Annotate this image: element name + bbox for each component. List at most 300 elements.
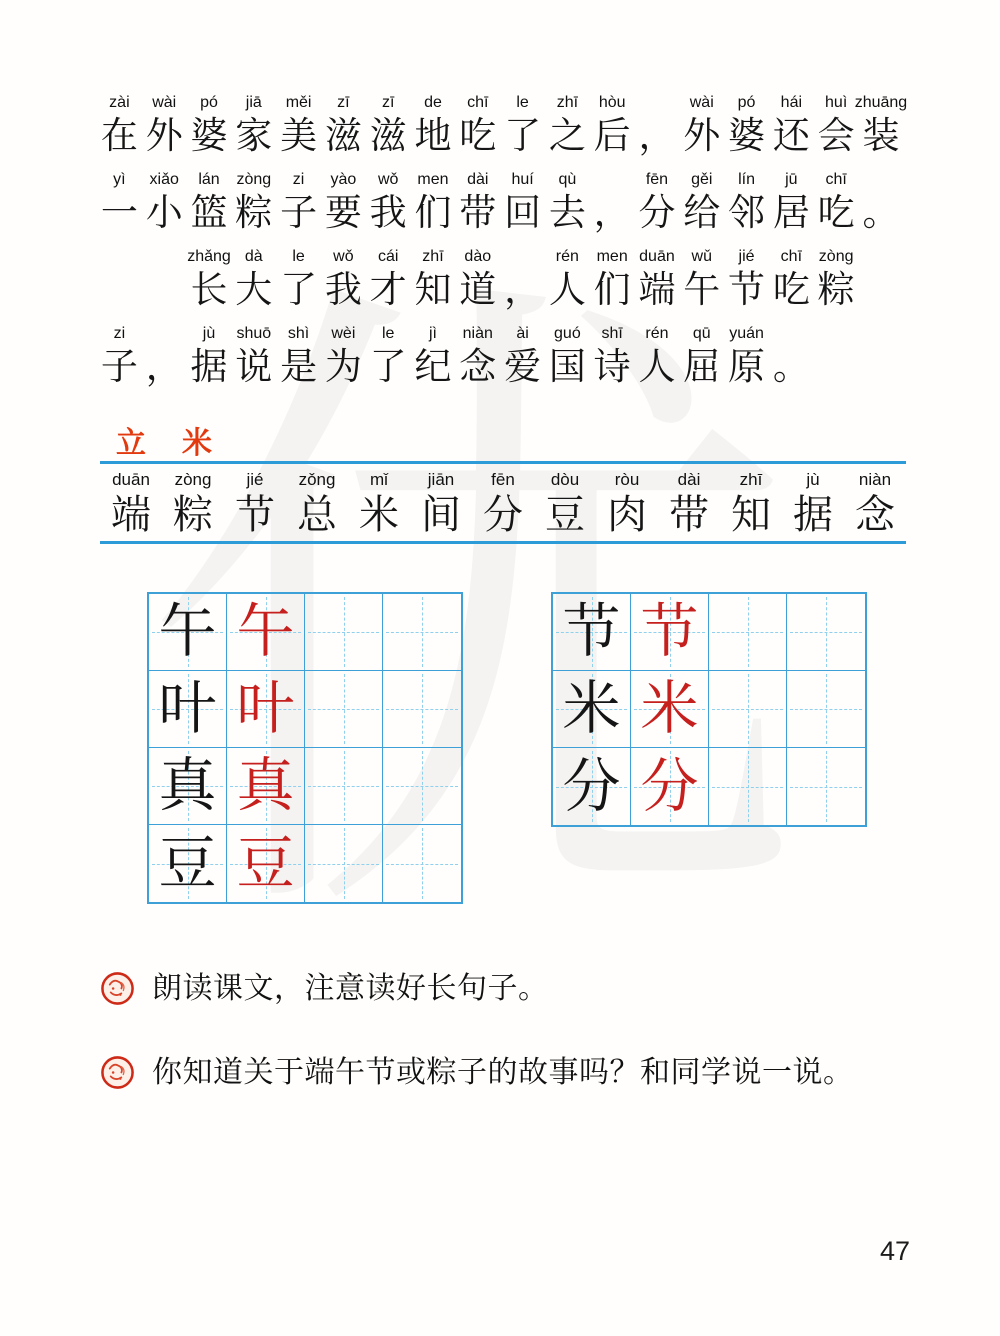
char-cell [545,323,590,400]
seal-stamp-icon [100,971,135,1006]
char-cell [545,246,590,323]
trace-hanzi: 分 [640,753,699,819]
char-cell [500,169,545,246]
radical-char: 米 [182,427,212,460]
pinyin-label: zhī [422,248,444,265]
new-word-cell [410,468,472,538]
new-word-cell [534,468,596,538]
hanzi-char: 美 [280,116,318,157]
char-cell [366,246,411,323]
pinyin-label: chī [467,94,489,111]
char-cell [321,246,366,323]
pinyin-label: shuō [236,325,272,342]
pinyin-label: rén [645,325,669,342]
hanzi-char: 知 [414,270,452,311]
char-cell [590,169,635,246]
hanzi-char: 说 [235,347,273,388]
hanzi-char: 长 [190,270,228,311]
practice-cell-empty [787,594,865,671]
trace-hanzi: 真 [236,753,295,818]
pinyin-label: wǒ [377,171,399,188]
hanzi-char: 端 [638,270,676,311]
pinyin-label: dài [677,470,701,489]
trace-hanzi: 午 [236,599,295,664]
model-hanzi: 豆 [158,830,217,896]
char-cell [635,169,680,246]
new-radicals [116,427,212,461]
char-cell [276,92,321,169]
pinyin-label: men [417,171,449,188]
char-cell [97,323,142,400]
hanzi-char: 才 [369,270,407,311]
hanzi-char: 总 [297,492,337,537]
pinyin-label: lán [198,171,220,188]
trace-hanzi: 节 [640,599,699,664]
pinyin-label: jiān [427,470,455,489]
hanzi-char: 纪 [414,347,452,388]
char-cell [366,323,411,400]
hanzi-char: ， [593,193,631,234]
practice-cell-model [553,594,631,671]
hanzi-char: 我 [369,193,407,234]
pinyin-label: zhī [739,470,763,489]
practice-cell-model [149,748,227,825]
pinyin-label: yuán [729,325,764,342]
hanzi-char: 分 [483,492,523,537]
char-cell [769,169,814,246]
hanzi-char: 为 [324,347,362,388]
char-cell [97,92,142,169]
exercise-list [100,969,910,1137]
exercise-item [100,969,910,1009]
char-cell [769,92,814,169]
hanzi-char: 间 [421,492,461,537]
pinyin-label: le [292,248,305,265]
hanzi-char: 后 [593,116,631,157]
char-cell [97,246,142,323]
pinyin-label: ròu [614,470,640,489]
char-cell [187,92,232,169]
text-line [97,92,907,169]
pinyin-label: zhuāng [854,94,908,111]
practice-cell-empty [383,671,461,748]
char-cell [724,169,769,246]
char-cell [769,323,814,400]
char-cell [411,323,456,400]
practice-cell-empty [709,671,787,748]
pinyin-label: huí [511,171,534,188]
char-cell [500,246,545,323]
hanzi-char: 粽 [173,492,213,537]
pinyin-label: huì [825,94,848,111]
hanzi-char: 吃 [772,270,810,311]
pinyin-label: rén [555,248,579,265]
hanzi-char: 滋 [369,116,407,157]
hanzi-char: 我 [324,270,362,311]
pinyin-label: zhī [556,94,579,111]
practice-cell-empty [383,825,461,902]
hanzi-char: 之 [548,116,586,157]
practice-cell-model [553,748,631,825]
hanzi-char: 们 [414,193,452,234]
pinyin-label: wài [689,94,714,111]
exercise-item [100,1053,910,1093]
hanzi-char: 子 [280,193,318,234]
new-word-cell [472,468,534,538]
pinyin-label: niàn [462,325,493,342]
hanzi-char: 屈 [683,347,721,388]
char-cell [366,169,411,246]
practice-cell-model [149,825,227,902]
hanzi-char: 滋 [324,116,362,157]
new-word-cell [100,468,162,538]
pinyin-label: le [516,94,529,111]
char-cell [276,246,321,323]
new-words-row [100,468,906,538]
pinyin-label: fēn [645,171,669,188]
model-hanzi: 叶 [158,676,217,741]
char-cell [187,169,232,246]
pinyin-label: wǔ [691,248,712,265]
new-word-cell [720,468,782,538]
char-cell [679,92,724,169]
model-hanzi: 午 [158,599,217,664]
text-line [97,169,907,246]
hanzi-char: ， [145,347,183,388]
model-hanzi: 真 [158,753,217,818]
hanzi-char: 节 [235,492,275,537]
char-cell [142,323,187,400]
hanzi-char: 带 [459,193,497,234]
char-cell [814,169,859,246]
hanzi-char: 一 [100,193,138,234]
practice-cell-empty [709,594,787,671]
hanzi-char: 会 [817,116,855,157]
hanzi-char: 人 [548,270,586,311]
char-cell [97,169,142,246]
pinyin-label: qù [558,171,577,188]
char-cell [366,92,411,169]
hanzi-char: 据 [793,492,833,537]
pinyin-label: men [596,248,628,265]
hanzi-char: 。 [772,347,810,388]
hanzi-char [146,268,183,314]
pinyin-label: lín [738,171,755,188]
char-cell [590,246,635,323]
hanzi-char: 米 [359,492,399,537]
pinyin-label: zǒng [298,470,336,489]
pinyin-label: chī [825,171,847,188]
hanzi-char: 在 [100,116,138,157]
pinyin-label: niàn [858,470,892,489]
new-word-cell [844,468,906,538]
pinyin-label: duān [639,248,675,265]
pinyin-label: pó [737,94,756,111]
char-cell [142,92,187,169]
practice-cell-empty [305,671,383,748]
char-cell [724,92,769,169]
new-word-cell [348,468,410,538]
radical-char: 立 [116,427,146,460]
hanzi-char: 地 [414,116,452,157]
pinyin-label: jié [246,470,264,489]
practice-cell-trace [631,594,709,671]
text-line [97,323,907,400]
hanzi-char: 居 [772,193,810,234]
char-cell [231,246,276,323]
hanzi-char: 诗 [593,347,631,388]
hanzi-char: 粽 [235,193,273,234]
pinyin-label: yì [113,171,126,188]
hanzi-char: 念 [855,492,895,537]
practice-cell-trace [227,671,305,748]
trace-hanzi: 米 [640,676,699,741]
hanzi-char: 还 [772,116,810,157]
practice-cell-empty [787,671,865,748]
pinyin-label: zòng [818,248,854,265]
hanzi-char: 外 [683,116,721,157]
hanzi-char: 小 [145,193,183,234]
char-cell [590,92,635,169]
pinyin-label: cái [377,248,399,265]
char-cell [724,246,769,323]
char-cell [769,246,814,323]
char-cell [455,92,500,169]
hanzi-char: 节 [728,270,766,311]
hanzi-char: ， [638,116,676,157]
practice-cell-empty [383,594,461,671]
pinyin-label: wèi [331,325,356,342]
char-cell [321,169,366,246]
practice-cell-trace [227,825,305,902]
char-cell [321,92,366,169]
pinyin-label: de [424,94,442,111]
exercise-text: 你知道关于端午节或粽子的故事吗？和同学说一说。 [152,1056,854,1089]
hanzi-char: 分 [638,193,676,234]
exercise-text: 朗读课文，注意读好长句子。 [152,972,549,1005]
char-cell [814,246,859,323]
pinyin-label: jù [202,325,216,342]
practice-cell-model [149,594,227,671]
char-cell [590,323,635,400]
new-word-cell [224,468,286,538]
char-cell [854,92,908,169]
divider-rule-bottom [100,541,906,544]
seal-stamp-icon [100,1055,135,1090]
hanzi-char: 吃 [817,193,855,234]
char-cell [142,169,187,246]
practice-cell-trace [227,594,305,671]
pinyin-label: ài [516,325,529,342]
hanzi-char: 午 [683,270,721,311]
char-cell [411,92,456,169]
hanzi-char: 念 [459,347,497,388]
new-word-cell [162,468,224,538]
char-cell [187,323,232,400]
pinyin-label: wài [152,94,177,111]
page-number: 47 [880,1236,911,1266]
pinyin-label: dào [464,248,492,265]
char-cell [321,323,366,400]
pinyin-label: zī [337,94,350,111]
pinyin-label: shī [601,325,623,342]
hanzi-char: 婆 [190,116,228,157]
hanzi-char: 是 [280,347,318,388]
hanzi-char: 知 [731,492,771,537]
hanzi-char: 粽 [817,270,855,311]
text-line [97,246,907,323]
pinyin-label: gěi [691,171,713,188]
pinyin-label: jiā [245,94,262,111]
divider-rule-top [100,461,906,464]
char-cell [635,92,680,169]
practice-cell-empty [709,748,787,825]
pinyin-label: zài [109,94,130,111]
new-word-cell [782,468,844,538]
pinyin-label: jì [428,325,437,342]
pinyin-label: fēn [491,470,515,489]
writing-grid-left [147,592,463,904]
pinyin-label: zī [381,94,395,111]
char-cell [814,92,859,169]
trace-hanzi: 豆 [236,830,295,896]
hanzi-char: 们 [593,270,631,311]
practice-cell-trace [631,748,709,825]
hanzi-char: 回 [504,193,542,234]
practice-cell-model [149,671,227,748]
hanzi-char: 据 [190,347,228,388]
hanzi-char: 子 [100,347,138,388]
char-cell [276,169,321,246]
hanzi-char: 给 [683,193,721,234]
char-cell [455,169,500,246]
char-cell [635,323,680,400]
pinyin-label: zi [113,325,126,342]
writing-grid-right [551,592,867,827]
hanzi-char: 了 [280,270,318,311]
pinyin-label: jié [738,248,755,265]
hanzi-char: 爱 [504,347,542,388]
pinyin-label: hái [780,94,803,111]
practice-cell-trace [631,671,709,748]
hanzi-char: 吃 [459,116,497,157]
practice-cell-empty [383,748,461,825]
hanzi-char: 人 [638,347,676,388]
hanzi-char: 家 [235,116,273,157]
char-cell [679,169,724,246]
pinyin-label: měi [285,94,312,111]
hanzi-char: 婆 [728,116,766,157]
char-cell [545,92,590,169]
practice-cell-empty [305,748,383,825]
pinyin-label: wǒ [333,248,354,265]
practice-cell-model [553,671,631,748]
hanzi-char: 带 [669,492,709,537]
hanzi-char: 国 [548,347,586,388]
trace-hanzi: 叶 [236,676,295,741]
pinyin-label: xiǎo [149,171,179,188]
char-cell [276,323,321,400]
char-cell [411,169,456,246]
model-hanzi: 分 [562,753,621,819]
pinyin-label: zòng [236,171,272,188]
pinyin-label: pó [200,94,218,111]
hanzi-char: 邻 [728,193,766,234]
char-cell [545,169,590,246]
hanzi-char: 道 [459,270,497,311]
hanzi-char: 篮 [190,193,228,234]
pinyin-label: yào [330,171,357,188]
char-cell [724,323,769,400]
new-word-cell [286,468,348,538]
hanzi-char: ， [504,270,542,311]
hanzi-char: 装 [862,116,900,157]
char-cell [187,246,232,323]
hanzi-char: 。 [862,193,900,234]
char-cell [231,92,276,169]
hanzi-char: 了 [369,347,407,388]
pinyin-label: zi [292,171,305,188]
char-cell [455,246,500,323]
new-word-cell [596,468,658,538]
hanzi-char [101,268,138,314]
char-cell [679,323,724,400]
char-cell [231,169,276,246]
char-cell [635,246,680,323]
pinyin-label: qū [692,325,711,342]
new-word-cell [658,468,720,538]
pinyin-label: dài [467,171,489,188]
pinyin-label: duān [112,470,150,489]
char-cell [859,169,904,246]
pinyin-label: dòu [550,470,580,489]
hanzi-char: 原 [728,347,766,388]
hanzi-char: 端 [111,492,151,537]
pinyin-label: le [381,325,395,342]
char-cell [500,92,545,169]
hanzi-char: 外 [145,116,183,157]
char-cell [679,246,724,323]
pinyin-label: zòng [174,470,212,489]
model-hanzi: 节 [562,599,621,664]
lesson-text [97,92,907,400]
char-cell [500,323,545,400]
pinyin-label: jū [785,171,798,188]
practice-cell-empty [305,825,383,902]
practice-cell-empty [787,748,865,825]
char-cell [142,246,187,323]
pinyin-label: mǐ [370,470,388,489]
char-cell [231,323,276,400]
hanzi-char: 肉 [607,492,647,537]
practice-cell-trace [227,748,305,825]
practice-cell-empty [305,594,383,671]
char-cell [455,323,500,400]
char-cell [411,246,456,323]
pinyin-label: guó [554,325,581,342]
hanzi-char: 了 [504,116,542,157]
model-hanzi: 米 [562,676,621,741]
pinyin-label: jù [806,470,820,489]
pinyin-label: hòu [598,94,626,111]
hanzi-char: 要 [324,193,362,234]
hanzi-char: 大 [235,270,273,311]
pinyin-label: zhǎng [187,248,231,265]
pinyin-label: dà [244,248,263,265]
hanzi-char: 豆 [545,492,585,537]
pinyin-label: shì [287,325,310,342]
pinyin-label: chī [780,248,803,265]
